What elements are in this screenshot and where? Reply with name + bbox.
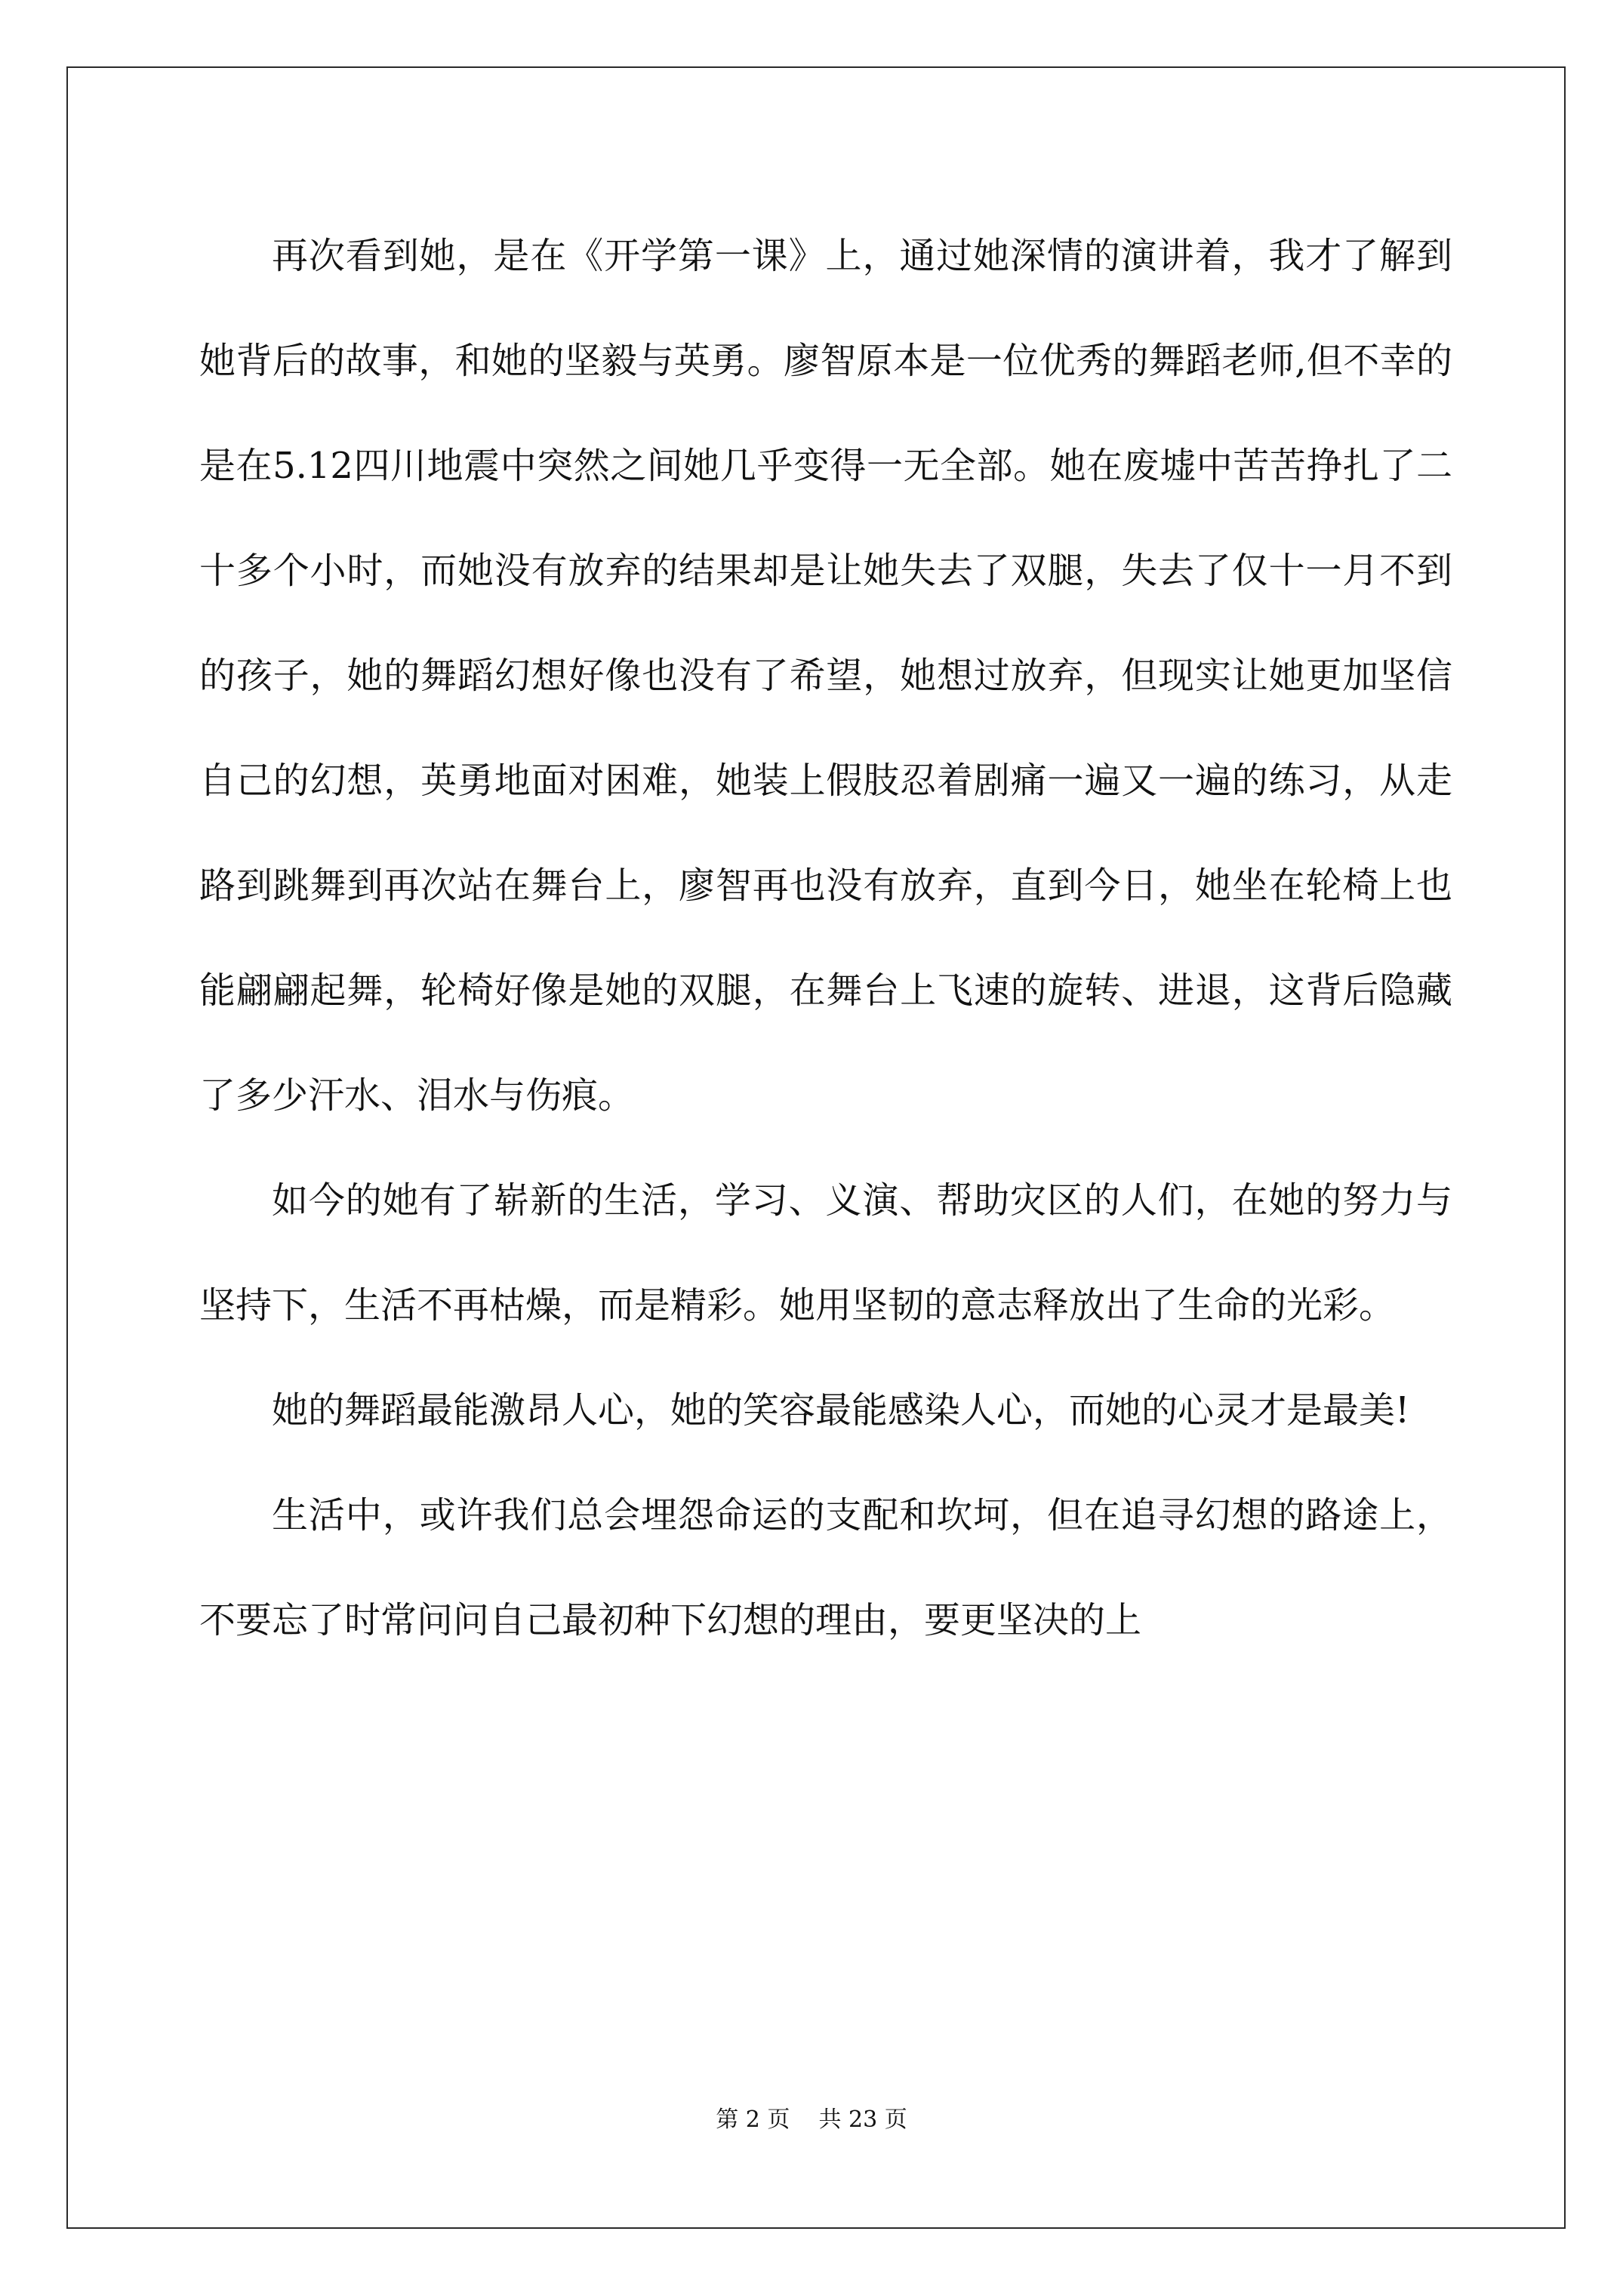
paragraph-3: 她的舞蹈最能激昂人心，她的笑容最能感染人心，而她的心灵才是最美! bbox=[272, 1389, 1410, 1432]
paragraph-2: 如今的她有了崭新的生活，学习、义演、帮助灾区的人们，在她的努力与坚持下，生活不再枯燥，而是精彩。她用坚韧的意志释放出了生命的光彩。 bbox=[199, 1179, 1452, 1327]
paragraph-1: 再次看到她，是在《开学第一课》上，通过她深情的演讲着，我才了解到她背后的故事，和她的坚毅与英勇。廖智原本是一位优秀的舞蹈老师,但不幸的是在5.12四川地震中突然之间她几乎变得一无全部。她在废墟中苦苦挣扎了二十多个小时，而她没有放弃的结果却是让她失去了双腿，失去了仅十一月不到的孩子，她的舞蹈幻想好像也没有了希望，她想过放弃，但现实让她更加坚信自己的幻想，英勇地面对困难，她装上假肢忍着剧痛一遍又一遍的练习，从走路到跳舞到再次站在舞台上，廖智再也没有放弃，直到今日，她坐在轮椅上也能翩翩起舞，轮椅好像是她的双腿，在舞台上飞速的旋转、进退，这背后隐藏了多少汗水、泪水与伤痕。 bbox=[199, 235, 1452, 1117]
document-body bbox=[199, 204, 1452, 1673]
paragraph-4: 生活中，或许我们总会埋怨命运的支配和坎坷，但在追寻幻想的路途上，不要忘了时常问问自己最初种下幻想的理由，要更坚决的上 bbox=[199, 1494, 1452, 1641]
page-number-footer: 第 2 页 共 23 页 bbox=[716, 2106, 907, 2133]
